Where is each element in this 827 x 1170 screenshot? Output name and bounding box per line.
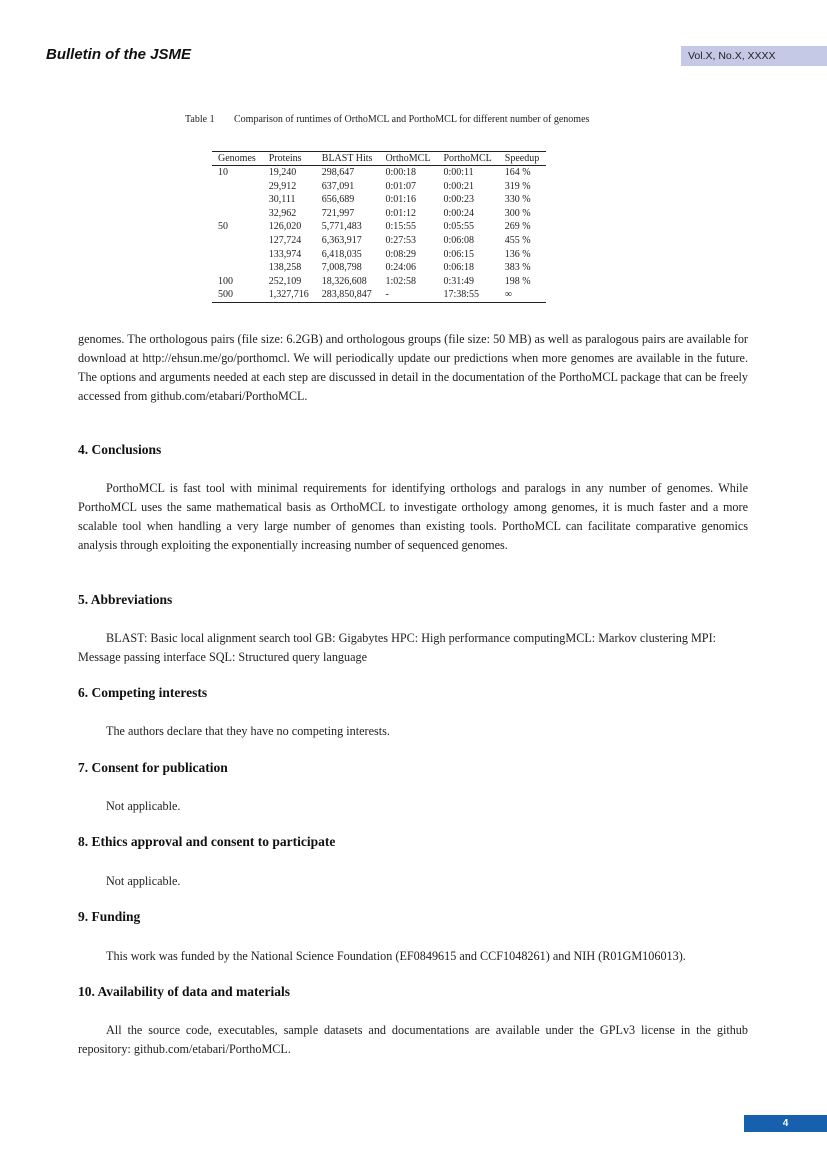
table-label: Table 1 [185,114,215,125]
cell-porthomcl: 0:00:11 [443,167,474,178]
heading-funding: 9. Funding [78,909,141,924]
cell-proteins: 30,111 [268,194,296,206]
cell-blast-hits: 637,091 [321,180,355,192]
cell-porthomcl: 0:05:55 [443,221,475,233]
cell-orthomcl: 0:08:29 [385,248,417,260]
runtime-table [212,151,546,303]
cell-proteins: 1,327,716 [268,289,309,301]
cell-blast-hits: 6,363,917 [321,234,362,246]
heading-competing-interests: 6. Competing interests [78,685,208,700]
ethics-paragraph: Not applicable. [106,874,181,888]
col-proteins: Proteins [263,152,316,166]
table-row [212,207,546,221]
cell-genomes [212,261,263,275]
cell-porthomcl: 0:06:15 [443,248,475,260]
cell-genomes: 500 [218,289,233,301]
table-row [212,248,546,262]
cell-porthomcl: 0:00:24 [443,207,475,219]
heading-ethics: 8. Ethics approval and consent to participate [78,834,336,849]
cell-orthomcl: 0:24:06 [385,262,417,274]
cell-speedup: 383 % [504,262,531,274]
competing-interests-paragraph: The authors declare that they have no competing interests. [106,724,390,738]
table-body [212,166,546,303]
table-caption-text: Comparison of runtimes of OrthoMCL and PorthoMCL for different number of genomes [234,114,590,125]
heading-abbreviations: 5. Abbreviations [78,592,173,607]
col-orthomcl: OrthoMCL [379,152,437,166]
availability-paragraph: All the source code, executables, sample datasets and documentations are available under the GPLv3 license in the github repository: github.com/etabari/PorthoMCL. [78,1023,748,1056]
cell-blast-hits: 721,997 [321,207,355,219]
cell-porthomcl: 0:06:18 [443,262,475,274]
cell-genomes [212,193,263,207]
cell-blast-hits: 283,850,847 [321,289,372,301]
cell-speedup: 330 % [504,194,531,206]
conclusions-paragraph: PorthoMCL is fast tool with minimal requirements for identifying orthologs and paralogs in any number of genomes. While PorthoMCL uses the same mathematical basis as OrthoMCL to investigate orthology among genomes, it is much faster and a more scalable tool when handling a very large number of genomes than existing tools. PorthoMCL can facilitate comparative genomics analysis through exploiting the exponentially increasing number of sequenced genomes. [78,481,748,552]
col-blast-hits: BLAST Hits [316,152,380,166]
cell-proteins: 138,258 [268,262,302,274]
cell-proteins: 126,020 [268,221,302,233]
cell-orthomcl: 0:01:16 [385,194,417,206]
col-genomes: Genomes [212,152,263,166]
cell-orthomcl: 0:01:12 [385,207,417,219]
intro-paragraph: genomes. The orthologous pairs (file size: 6.2GB) and orthologous groups (file size: 50 MB) as well as paralogous pairs are available for download at http://ehsun.me/go/porthomcl. We will periodically update our predictions when more genomes are available in the future. The options and arguments needed at each step are discussed in detail in the documentation of the PorthoMCL package that can be freely accessed from github.com/etabari/PorthoMCL. [78,332,748,403]
cell-genomes [212,234,263,248]
cell-orthomcl: 0:01:07 [385,180,417,192]
cell-orthomcl: 0:00:18 [385,167,417,178]
cell-porthomcl: 0:31:49 [443,275,475,287]
cell-speedup: 455 % [504,234,531,246]
cell-genomes: 50 [218,221,228,233]
cell-proteins: 133,974 [268,248,302,260]
cell-speedup: 198 % [504,275,531,287]
cell-porthomcl: 0:00:23 [443,194,475,206]
table-row [212,234,546,248]
cell-speedup: 136 % [504,248,531,260]
cell-porthomcl: 0:06:08 [443,234,475,246]
cell-porthomcl: 0:00:21 [443,180,475,192]
consent-paragraph: Not applicable. [106,799,181,813]
cell-blast-hits: 6,418,035 [321,248,362,260]
cell-blast-hits: 5,771,483 [321,221,362,233]
col-porthomcl: PorthoMCL [437,152,498,166]
cell-proteins: 127,724 [268,234,302,246]
cell-genomes [212,207,263,221]
table-row [212,288,546,302]
cell-orthomcl: 1:02:58 [385,275,417,287]
table-row [212,275,546,289]
table-row [212,180,546,194]
funding-paragraph: This work was funded by the National Science Foundation (EF0849615 and CCF1048261) and NIH (R01GM106013). [106,949,686,963]
col-speedup: Speedup [499,152,546,166]
cell-speedup: 300 % [504,207,531,219]
cell-proteins: 252,109 [268,275,302,287]
cell-orthomcl: 0:27:53 [385,234,417,246]
cell-proteins: 19,240 [268,167,297,178]
table-row [212,166,546,180]
cell-genomes [212,248,263,262]
cell-genomes: 10 [218,167,228,178]
cell-genomes: 100 [218,275,233,287]
heading-consent: 7. Consent for publication [78,760,228,775]
cell-orthomcl: 0:15:55 [385,221,417,233]
cell-proteins: 29,912 [268,180,297,192]
table-row [212,193,546,207]
table-caption [185,113,655,127]
abbreviations-paragraph: BLAST: Basic local alignment search tool GB: Gigabytes HPC: High performance computingMCL: Markov clustering MPI: Message passing interface SQL: Structured query language [78,631,717,664]
cell-speedup: ∞ [504,289,512,301]
cell-speedup: 269 % [504,221,531,233]
journal-title: Bulletin of the JSME [46,46,192,63]
cell-porthomcl: 17:38:55 [443,289,480,301]
table-header-row [212,152,546,166]
volume-badge: Vol.X, No.X, XXXX [681,46,827,66]
cell-blast-hits: 298,647 [321,167,355,178]
heading-conclusions: 4. Conclusions [78,442,162,457]
cell-proteins: 32,962 [268,207,297,219]
cell-speedup: 164 % [504,167,531,178]
page-number: 4 [744,1115,827,1132]
heading-availability: 10. Availability of data and materials [78,984,291,999]
cell-speedup: 319 % [504,180,531,192]
cell-blast-hits: 18,326,608 [321,275,367,287]
cell-blast-hits: 656,689 [321,194,355,206]
cell-blast-hits: 7,008,798 [321,262,362,274]
table-row [212,220,546,234]
table-row [212,261,546,275]
cell-orthomcl: - [385,289,389,301]
cell-genomes [212,180,263,194]
